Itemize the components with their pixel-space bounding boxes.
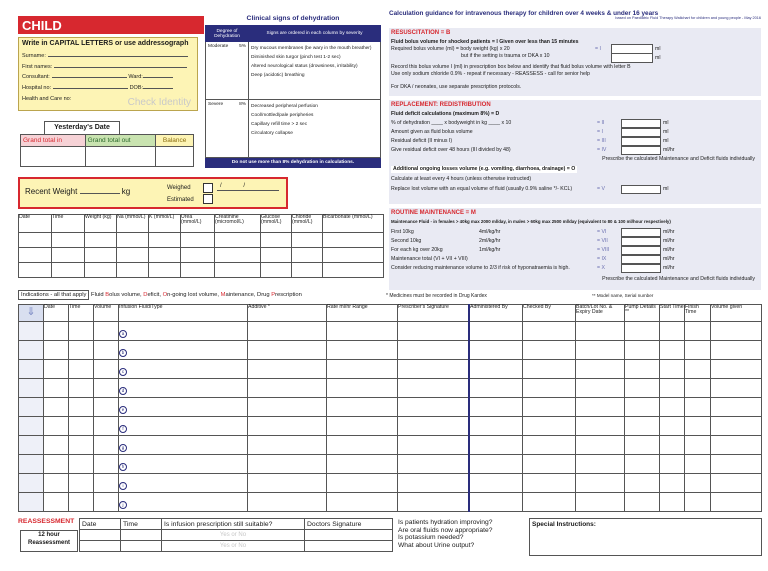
deficit-i-input[interactable] — [621, 128, 661, 137]
replacement-heading: REPLACEMENT: REDISTRIBUTION — [391, 102, 491, 108]
weighed-checkbox[interactable] — [203, 183, 213, 193]
estimated-checkbox[interactable] — [203, 194, 213, 204]
hospital-no-field[interactable]: Hospital no: DOB: — [22, 83, 192, 94]
weight-date-field[interactable]: / / — [220, 183, 256, 189]
ongoing-v-input[interactable] — [621, 185, 661, 194]
lab-row[interactable] — [19, 263, 384, 278]
lab-results-table: Date Time Weight (kg) Na (mmol/L) K (mmol/L) Urea (mmol/L) Creatinine (micromol/L) Glucose (mmol/L) Chloride (mmol/L) Bicarbonate (mmol/L) — [18, 214, 384, 278]
maintenance-section: ROUTINE MAINTENANCE = M Maintenance Fluid - in females > 40kg max 2000 ml/day, in males > 60kg max 2500 ml/day (equivalent to 80 & 100 ml/hour respectively) First 10kg 4ml/kg/hr = VI ml/hr Second 10kg 2ml/kg/hr = VII ml/hr For each kg over 20kg 1ml/kg/hr = VIII ml/hr Maintenance total (VI + VII + VIII) = IX ml/hr Consider reducing maintenance volume to 2/3 if risk of hyponatraemia is high. = X ml/hr Prescribe the calculated Maintenance and Deficit fluids individually — [389, 208, 761, 290]
surname-field[interactable]: Surname: — [22, 51, 192, 62]
patient-id-box — [18, 37, 198, 111]
resuscitation-heading: RESUSCITATION = B — [391, 30, 451, 36]
grand-total-in-label: Grand total in — [21, 135, 86, 147]
guidance-title: Calculation guidance for intravenous therapy for children over 4 weeks & under 16 years — [389, 10, 659, 17]
dehydration-signs — [205, 15, 381, 171]
replacement-section: REPLACEMENT: REDISTRIBUTION Fluid deficit calculations (maximum 8%) = D % of dehydration ____ x bodyweight in kg ____ x 10 = II ml Amount given as fluid bolus volume = I ml Residual deficit (II minus I) = III ml Give residual deficit over 48 hours (III divided by 48) = IV ml/hr Prescribe the calculated Maintenance and Deficit fluids individually Additional ongoing losses volume (e.g. vomiting, diarrhoea, drainage) = O Calculate at least every 4 hours (unless otherwise instructed) Replace lost volume with an equal volume of fluid (usually 0.9% saline */- KCL) = V ml — [389, 100, 761, 204]
recent-weight-box — [18, 177, 288, 209]
grand-total-out-label: Grand total out — [85, 135, 156, 147]
resuscitation-section: RESUSCITATION = B Fluid bolus volume for shocked patients = I Given over less than 15 minutes Required bolus volume (ml) = body weight (kg) x 20 but if the setting is trauma or DKA x 10 = I ml ml Record this bolus volume I (ml) in prescription box below and identify that fluid bolus volume with letter B Use only sodium chloride 0.9% - repeat if necessary - REASSESS - call for senior help For DKA / neonates, use separate prescription protocols. — [389, 28, 761, 96]
estimated-label: Estimated — [167, 197, 194, 203]
bolus-trauma-input[interactable] — [611, 53, 653, 63]
yesterday-balance — [18, 121, 196, 169]
deficit-ii-input[interactable] — [621, 119, 661, 128]
kardex-note: * Medicines must be recorded in Drug Kardex — [386, 293, 487, 299]
maintenance-vii-input[interactable] — [621, 237, 661, 246]
moderate-signs: Dry mucous membranes (be wary in the mouth breather) Diminished skin turgor (pinch test 1-2 sec) Altered neurological status (drowsiness, irritability) Deep (acidotic) breathing — [249, 42, 381, 100]
maintenance-ix-input[interactable] — [621, 255, 661, 264]
prescription-row[interactable]: e — [19, 398, 762, 417]
grand-total-out-input[interactable] — [85, 147, 156, 167]
dehydration-footer: Do not use more than 8% dehydration in calculations. — [206, 158, 381, 168]
reassessment-questions: Is patients hydration improving? Are oral fluids now appropriate? Is potassium needed? What about Urine output? — [398, 519, 493, 550]
addressograph-heading: Write in CAPITAL LETTERS or use addressograph — [22, 40, 189, 47]
lab-row[interactable] — [19, 248, 384, 263]
balance-label: Balance — [156, 135, 194, 147]
deficit-iii-input[interactable] — [621, 137, 661, 146]
prescription-legend: Indications - all that apply Fluid Bolus volume, Deficit, On-going lost volume, Maintenance, Drug Prescription * Medicines must be recorded in Drug Kardex ** Model name, Serial number — [18, 292, 762, 304]
prescription-row[interactable]: b — [19, 341, 762, 360]
degree-header: Degree of Dehydration — [206, 26, 249, 42]
prescription-row[interactable]: d — [19, 379, 762, 398]
reassessment-row[interactable]: Yes or No — [80, 541, 393, 552]
dehydration-title: Clinical signs of dehydration — [246, 15, 340, 22]
reassessment-table: Date Time Is infusion prescription still suitable? Doctors Signature Yes or No Yes or No — [79, 518, 393, 552]
grand-total-in-input[interactable] — [21, 147, 86, 167]
reassessment-title: REASSESSMENT — [18, 518, 75, 525]
calculation-guidance — [389, 10, 761, 290]
prescription-row[interactable]: g — [19, 436, 762, 455]
down-arrow-icon: ⇓ — [19, 305, 44, 322]
prescription-table: ⇓ Date Time Volume Infusion Fluid/Type Additive * Rate ml/hr Range Prescriber's Signature Administered By Checked By Batch/Lot No. & Expiry Date Pump Details ** Start Time Finish Time Volume given a b c d e f g h i j — [18, 304, 762, 512]
guidance-source: based on Paediatric Fluid Therapy Wallchart for children and young people - May 2016 — [615, 16, 761, 20]
severe-degree: Severe 8% — [206, 100, 249, 158]
first-names-field[interactable]: First names: — [22, 62, 192, 73]
maintenance-heading: ROUTINE MAINTENANCE = M — [391, 210, 476, 216]
signs-header: Signs are ordered in each column by severity — [249, 26, 381, 42]
prescription-row[interactable]: a — [19, 322, 762, 341]
model-note: ** Model name, Serial number — [592, 293, 654, 298]
child-title: CHILD — [18, 16, 204, 34]
balance-input[interactable] — [156, 147, 194, 167]
health-care-no-field[interactable]: Health and Care no: — [22, 95, 72, 102]
consultant-field[interactable]: Consultant: Ward: — [22, 72, 192, 83]
prescription-row[interactable]: c — [19, 360, 762, 379]
lab-row[interactable] — [19, 233, 384, 248]
yesterday-date-label: Yesterday's Date — [44, 121, 120, 135]
twelve-hour-label: 12 hour Reassessment — [20, 530, 78, 552]
maintenance-x-input[interactable] — [621, 264, 661, 273]
deficit-iv-input[interactable] — [621, 146, 661, 155]
maintenance-viii-input[interactable] — [621, 246, 661, 255]
prescription-row[interactable]: f — [19, 417, 762, 436]
reassessment-row[interactable]: Yes or No — [80, 530, 393, 541]
moderate-degree: Moderate 5% — [206, 42, 249, 100]
prescription-row[interactable]: i — [19, 474, 762, 493]
weighed-label: Weighed — [167, 185, 191, 191]
recent-weight-label: Recent Weight kg — [25, 187, 131, 196]
maintenance-vi-input[interactable] — [621, 228, 661, 237]
severe-signs: Decreased peripheral perfusion Cool/mottled/pale peripheries Capillary refill time > 2 sec Circulatory collapse — [249, 100, 381, 158]
special-instructions-box[interactable]: Special Instructions: — [529, 518, 762, 556]
prescription-row[interactable]: h — [19, 455, 762, 474]
check-identity-watermark: Check Identity — [127, 97, 191, 108]
prescription-row[interactable]: j — [19, 493, 762, 512]
